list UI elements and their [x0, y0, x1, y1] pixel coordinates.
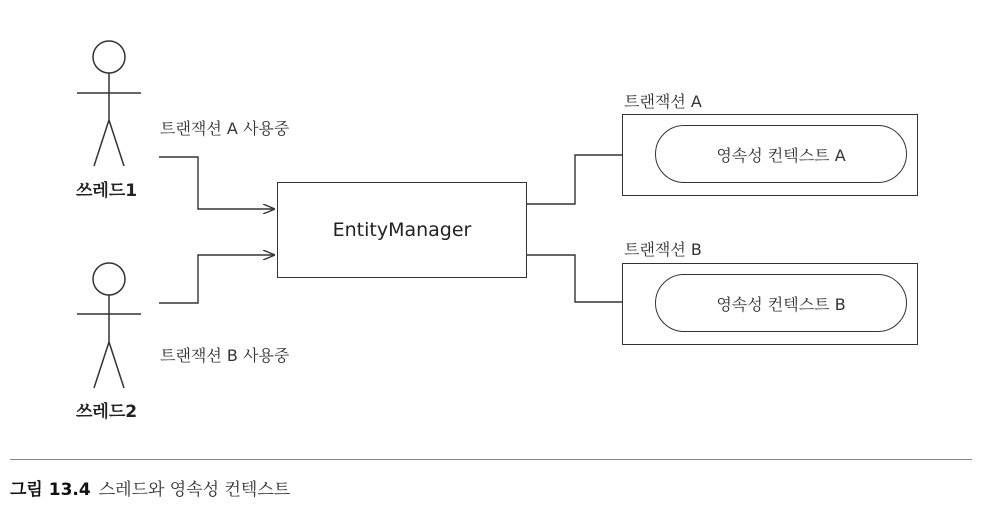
persistence-context-b: [655, 274, 907, 332]
caption-divider: [10, 459, 972, 460]
transaction-b-label: 트랜잭션 B: [624, 240, 702, 259]
entity-manager-label: EntityManager: [332, 219, 472, 241]
thread1-usage-label: 트랜잭션 A 사용중: [160, 119, 290, 138]
persistence-context-a-label: 영속성 컨텍스트 A: [716, 145, 846, 165]
thread1-name: 쓰레드1: [76, 181, 138, 201]
thread1-actor-icon: [77, 41, 141, 166]
entity-manager-box: [277, 182, 527, 278]
thread2-usage-label: 트랜잭션 B 사용중: [160, 346, 290, 365]
figure-caption-text: 스레드와 영속성 컨텍스트: [98, 480, 291, 500]
thread2-to-em-arrow: [159, 255, 274, 303]
persistence-context-a: [655, 125, 907, 183]
figure-number: 그림 13.4: [10, 480, 91, 500]
thread2-name: 쓰레드2: [76, 402, 138, 422]
transaction-a-box: [622, 114, 918, 196]
transaction-a-label: 트랜잭션 A: [624, 92, 702, 111]
transaction-b-box: [622, 263, 918, 345]
thread2-actor-icon: [77, 263, 141, 388]
persistence-context-b-label: 영속성 컨텍스트 B: [716, 294, 846, 314]
thread1-to-em-arrow: [159, 157, 274, 209]
figure-caption: [10, 475, 290, 500]
